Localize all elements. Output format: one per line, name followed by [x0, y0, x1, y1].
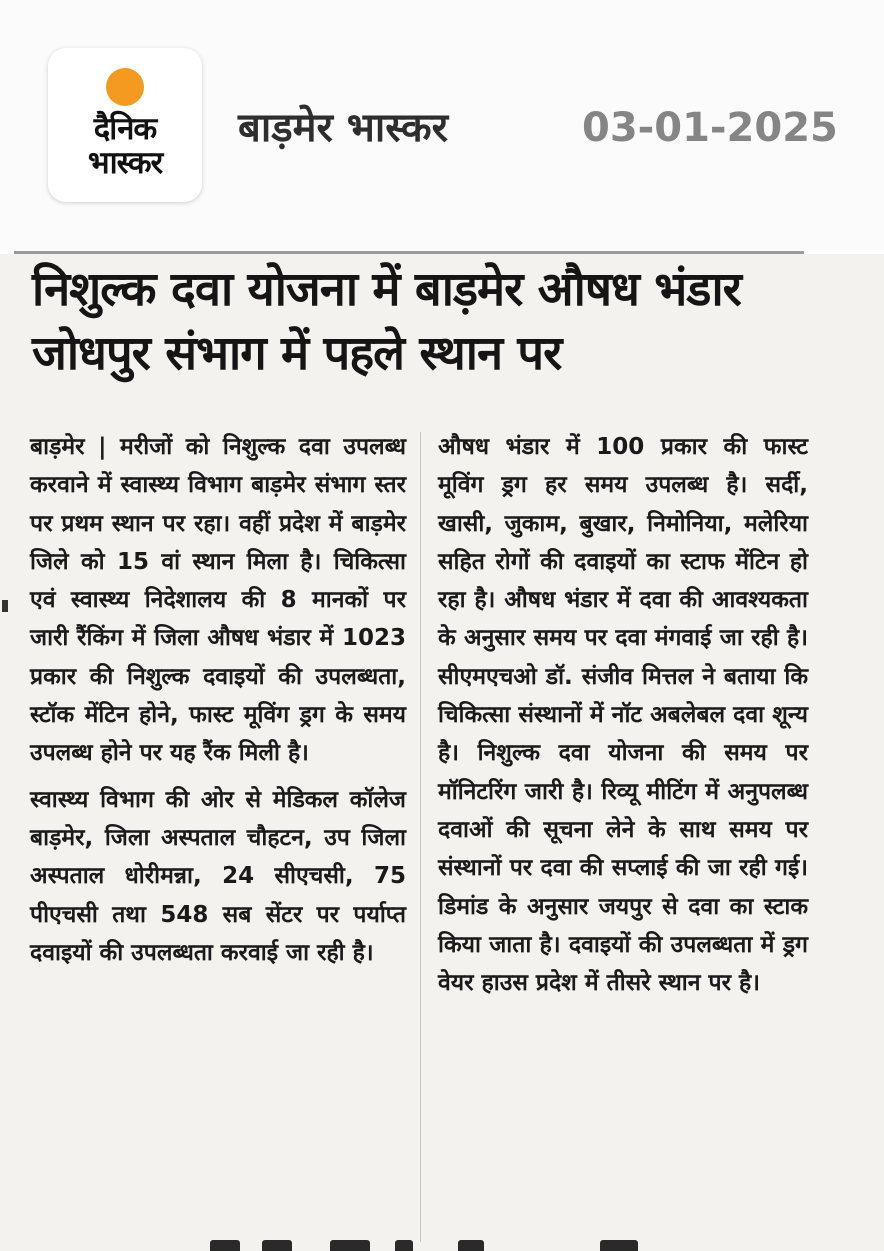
text-fragment	[395, 1240, 413, 1251]
dainik-bhaskar-logo[interactable]	[48, 48, 202, 202]
text-fragment	[330, 1240, 370, 1251]
logo-word-2: भास्कर	[87, 145, 163, 181]
article-paragraph: औषध भंडार में 100 प्रकार की फास्ट मूविंग ड्रग हर समय उपलब्ध है। सर्दी, खासी, जुकाम, बुखार, निमोनिया, मलेरिया सहित रोगों की दवाइयों का स्टाफ मेंटिन हो रहा है। औषध भंडार में दवा की आवश्यकता के अनुसार समय पर दवा मंगवाई जा रही है। सीएमएचओ डॉ. संजीव मित्तल ने बताया कि चिकित्सा संस्थानों में नॉट अबलेबल दवा शून्य है। निशुल्क दवा योजना की समय पर मॉनिटरिंग जारी है। रिव्यू मीटिंग में अनुपलब्ध दवाओं की सूचना लेने के साथ समय पर संस्थानों पर दवा की सप्लाई की जा रही गई। डिमांड के अनुसार जयपुर से दवा का स्टाक किया जाता है। दवाइयों की उपलब्धता में ड्रग वेयर हाउस प्रदेश में तीसरे स्थान पर है।	[438, 434, 808, 997]
article-headline: निशुल्क दवा योजना में बाड़मेर औषध भंडार जोधपुर संभाग में पहले स्थान पर	[32, 262, 741, 381]
logo-word-1: दैनिक	[93, 111, 157, 147]
edition-title: बाड़मेर भास्कर	[238, 105, 448, 151]
text-fragment	[262, 1240, 292, 1251]
text-fragment	[600, 1240, 638, 1251]
text-fragment	[458, 1240, 484, 1251]
column-divider	[420, 432, 421, 1242]
article-column-2	[438, 428, 808, 1002]
newspaper-clipping	[0, 254, 884, 1251]
share-header	[0, 0, 884, 250]
text-fragment	[210, 1240, 240, 1251]
print-mark	[2, 600, 8, 612]
cropped-next-article	[0, 1236, 884, 1251]
article-paragraph: बाड़मेर | मरीजों को निशुल्क दवा उपलब्ध करवाने में स्वास्थ्य विभाग बाड़मेर संभाग स्तर पर प्रथम स्थान पर रहा। वहीं प्रदेश में बाड़मेर जिले को 15 वां स्थान मिला है। चिकित्सा एवं स्वास्थ्य निदेशालय की 8 मानकों पर जारी रैंकिंग में जिला औषध भंडार में 1023 प्रकार की निशुल्क दवाइयों की उपलब्धता, स्टॉक मेंटिन होने, फास्ट मूविंग ड्रग के समय उपलब्ध होने पर यह रैंक मिली है।	[30, 434, 406, 767]
logo-sun-icon	[106, 68, 144, 106]
article-column-1	[30, 428, 406, 972]
edition-date: 03-01-2025	[582, 105, 838, 151]
article-paragraph: स्वास्थ्य विभाग की ओर से मेडिकल कॉलेज बाड़मेर, जिला अस्पताल चौहटन, उप जिला अस्पताल धोरीमन्ना, 24 सीएचसी, 75 पीएचसी तथा 548 सब सेंटर पर पर्याप्त दवाइयों की उपलब्धता करवाई जा रही है।	[30, 786, 406, 966]
